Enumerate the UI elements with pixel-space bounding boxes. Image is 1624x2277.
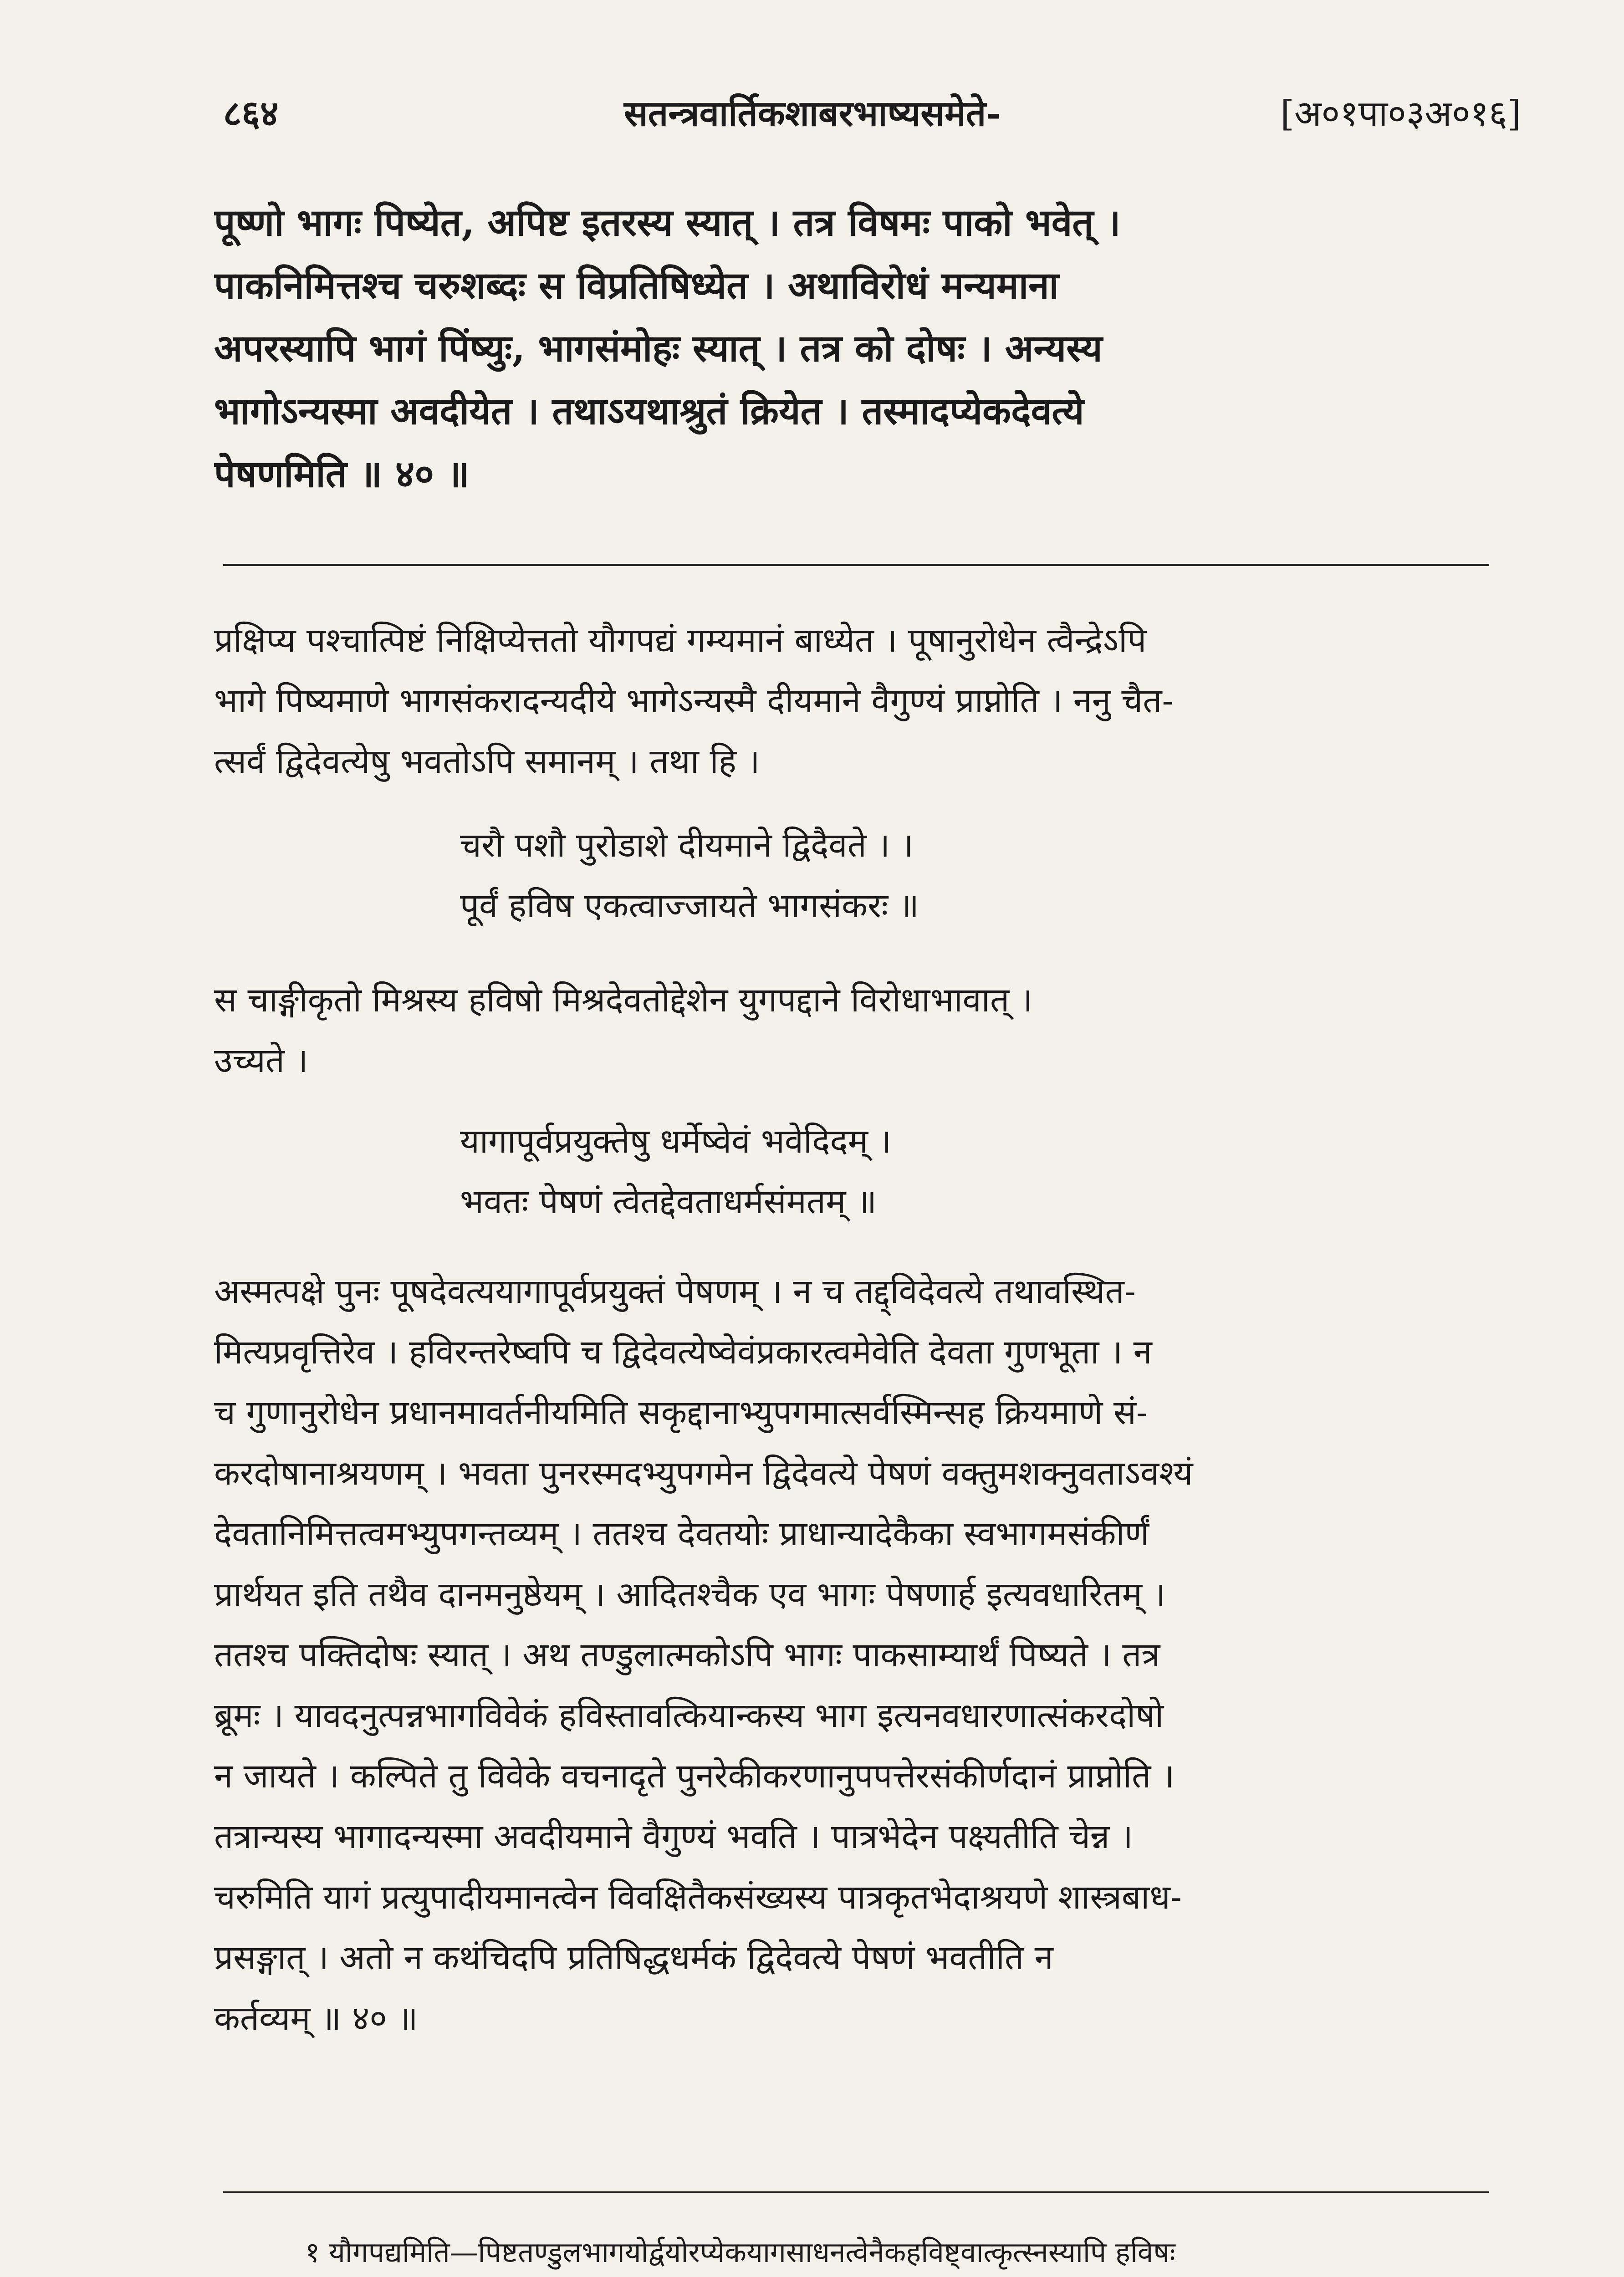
verse-block — [214, 815, 1624, 936]
bhashya-line: देवतानिमित्तत्वमभ्युपगन्तव्यम् । ततश्च देवतयोः प्राधान्यादेकैका स्वभागमसंकीर्णं — [214, 1514, 1149, 1553]
bhashya-line: चरुमिति यागं प्रत्युपादीयमानत्वेन विवक्षितैकसंख्यस्य पात्रकृतभेदाश्रयणे शास्त्रबाध- — [214, 1878, 1182, 1917]
vartika-line: पेषणमिति ॥ ४० ॥ — [214, 452, 470, 496]
bhashya-line: कर्तव्यम् ॥ ४० ॥ — [214, 1999, 418, 2038]
bhashya-main — [214, 1261, 1512, 2049]
verse-line: पूर्वं हविष एकत्वाज्जायते भागसंकरः ॥ — [460, 886, 919, 925]
vartika-text — [214, 191, 1512, 505]
bhashya-line: अस्मत्पक्षे पुनः पूषदेवत्ययागापूर्वप्रयुक्तं पेषणम् । न च तद्द्विदेवत्ये तथावस्थित- — [214, 1272, 1136, 1311]
section-reference: [अ०१पा०३अ०१६] — [1280, 93, 1521, 134]
bhashya-line: प्रक्षिप्य पश्चात्पिष्टं निक्षिप्येत्ततो यौगपद्यं गम्यमानं बाध्येत । पूषानुरोधेन त्वैन्द्रेऽपि — [214, 621, 1147, 660]
verse-line: यागापूर्वप्रयुक्तेषु धर्मेष्वेवं भवेदिदम् । — [460, 1122, 892, 1161]
running-title: सतन्त्रवार्तिकशाबरभाष्यसमेते- — [624, 93, 1001, 134]
footnote-divider — [223, 2191, 1489, 2193]
bhashya-line: ब्रूमः । यावदनुत्पन्नभागविवेकं हविस्तावत्कियान्कस्य भाग इत्यनवधारणात्संकरदोषो — [214, 1696, 1164, 1735]
vartika-line: भागोऽन्यस्मा अवदीयेत । तथाऽयथाश्रुतं क्रियेत । तस्मादप्येकदेवत्ये — [214, 389, 1084, 433]
verse-block — [214, 1111, 1624, 1232]
bhashya-line: उच्यते । — [214, 1041, 308, 1080]
bhashya-line: त्सर्वं द्विदेवत्येषु भवतोऽपि समानम् । तथा हि । — [214, 742, 760, 781]
vartika-line: अपरस्यापि भागं पिंष्युः, भागसंमोहः स्यात् । तत्र को दोषः । अन्यस्य — [214, 327, 1103, 370]
bhashya-line: करदोषानाश्रयणम् । भवता पुनरस्मदभ्युपगमेन द्विदेवत्ये पेषणं वक्तुमशक्नुवताऽवश्यं — [214, 1454, 1193, 1493]
bhashya-intro — [214, 610, 1512, 792]
verse-line: भवतः पेषणं त्वेतद्देवताधर्मसंमतम् ॥ — [460, 1182, 877, 1221]
verse-line: चरौ पशौ पुरोडाशे दीयमाने द्विदैवते । । — [460, 826, 914, 865]
page-number: ८६४ — [223, 93, 279, 134]
bhashya-line: तत्रान्यस्य भागादन्यस्मा अवदीयमाने वैगुण्यं भवति । पात्रभेदेन पक्ष्यतीति चेन्न । — [214, 1817, 1133, 1856]
vartika-line: पूष्णो भागः पिष्येत, अपिष्ट इतरस्य स्यात् । तत्र विषमः पाको भवेत् । — [214, 201, 1121, 245]
bhashya-line: स चाङ्गीकृतो मिश्रस्य हविषो मिश्रदेवतोद्देशेन युगपद्दाने विरोधाभावात् । — [214, 980, 1033, 1020]
bhashya-line: प्रसङ्गात् । अतो न कथंचिदपि प्रतिषिद्धधर्मकं द्विदेवत्ये पेषणं भवतीति न — [214, 1938, 1053, 1977]
bhashya-line: भागे पिष्यमाणे भागसंकरादन्यदीये भागेऽन्यस्मै दीयमाने वैगुण्यं प्राप्नोति । ननु चैत- — [214, 681, 1174, 720]
bhashya-line: मित्यप्रवृत्तिरेव । हविरन्तरेष्वपि च द्विदेवत्येष्वेवंप्रकारत्वमेवेति देवता गुणभूता । न — [214, 1333, 1152, 1372]
bhashya-line: ततश्च पक्तिदोषः स्यात् । अथ तण्डुलात्मकोऽपि भागः पाकसाम्यार्थं पिष्यते । तत्र — [214, 1635, 1160, 1675]
bhashya-line: न जायते । कल्पिते तु विवेके वचनादृते पुनरेकीकरणानुपपत्तेरसंकीर्णदानं प्राप्नोति । — [214, 1756, 1175, 1796]
bhashya-line: प्रार्थयत इति तथैव दानमनुष्ठेयम् । आदितश्चैक एव भागः पेषणार्ह इत्यवधारितम् । — [214, 1575, 1166, 1614]
running-header — [214, 84, 1521, 143]
footnotes — [214, 2227, 1512, 2277]
bhashya-mid — [214, 970, 1512, 1091]
vartika-line: पाकनिमित्तश्च चरुशब्दः स विप्रतिषिध्येत । अथाविरोधं मन्यमाना — [214, 264, 1059, 307]
bhashya-line: च गुणानुरोधेन प्रधानमावर्तनीयमिति सकृद्दानाभ्युपगमात्सर्वस्मिन्सह क्रियमाणे सं- — [214, 1393, 1148, 1432]
footnote-line: १ यौगपद्यमिति—पिष्टतण्डुलभागयोर्द्वयोरप्येकयागसाधनत्वेनैकहविष्ट्वात्कृत्स्नस्यापि हविषः — [305, 2236, 1175, 2269]
section-divider — [223, 564, 1489, 566]
